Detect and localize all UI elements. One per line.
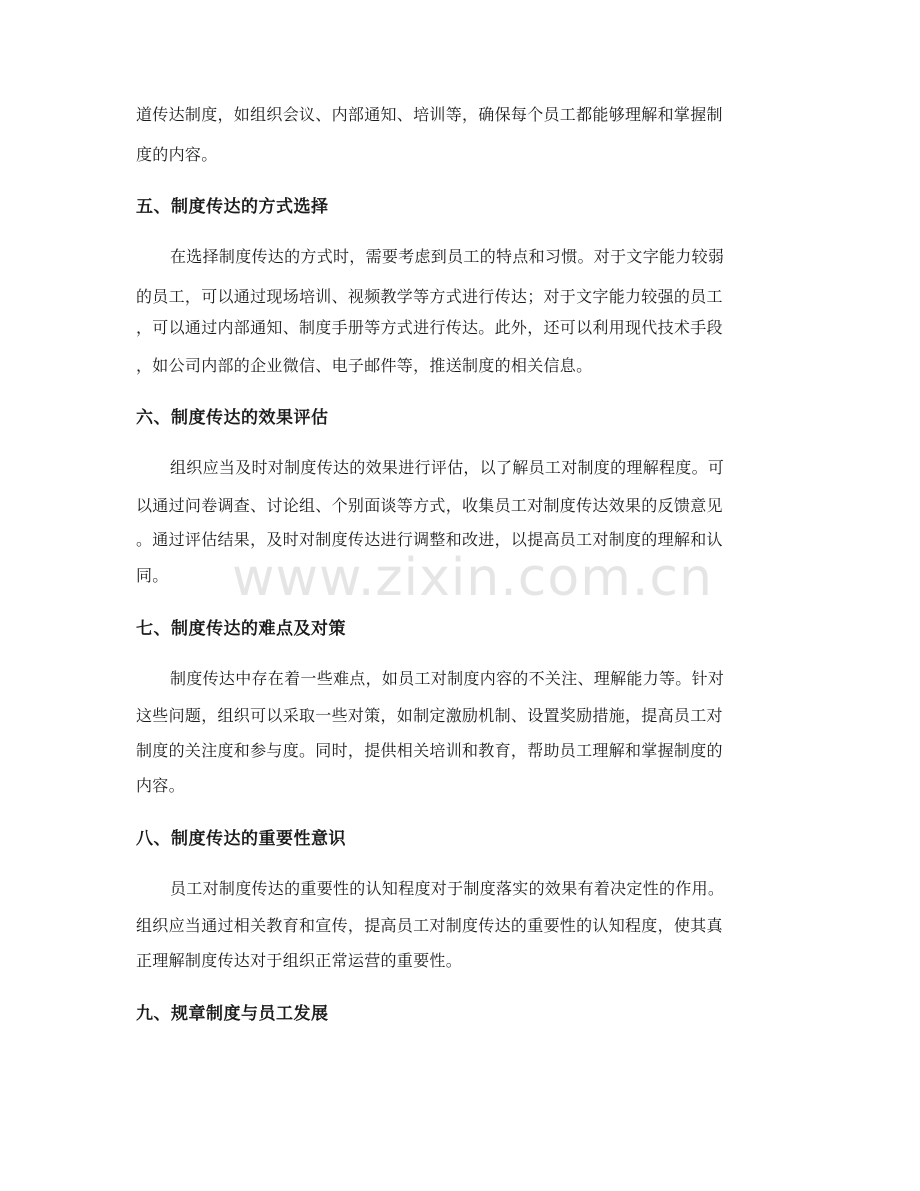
section-6-line-1: 组织应当及时对制度传达的效果进行评估，以了解员工对制度的理解程度。可 bbox=[170, 458, 725, 477]
watermark: www.zixin.com.cn bbox=[232, 548, 713, 608]
section-5-line-2: 的员工，可以通过现场培训、视频教学等方式进行传达；对于文字能力较强的员工 bbox=[136, 287, 723, 306]
section-9-heading: 九、规章制度与员工发展 bbox=[136, 1004, 329, 1024]
section-7-heading: 七、制度传达的难点及对策 bbox=[136, 619, 346, 639]
section-5-line-4: ，如公司内部的企业微信、电子邮件等，推送制度的相关信息。 bbox=[136, 356, 593, 375]
section-6-line-2: 以通过问卷调查、讨论组、个别面谈等方式，收集员工对制度传达效果的反馈意见 bbox=[136, 496, 723, 515]
section-6-heading: 六、制度传达的效果评估 bbox=[136, 408, 329, 428]
section-5-heading: 五、制度传达的方式选择 bbox=[136, 197, 329, 217]
section-7-line-4: 内容。 bbox=[136, 776, 185, 795]
section-8-heading: 八、制度传达的重要性意识 bbox=[136, 829, 346, 849]
section-7-line-3: 制度的关注度和参与度。同时，提供相关培训和教育，帮助员工理解和掌握制度的 bbox=[136, 741, 723, 760]
intro-line-2: 度的内容。 bbox=[136, 145, 218, 164]
section-5-line-3: ，可以通过内部通知、制度手册等方式进行传达。此外，还可以利用现代技术手段 bbox=[136, 318, 723, 337]
intro-line-1: 道传达制度，如组织会议、内部通知、培训等，确保每个员工都能够理解和掌握制 bbox=[136, 105, 723, 124]
section-6-line-3: 。通过评估结果，及时对制度传达进行调整和改进，以提高员工对制度的理解和认 bbox=[136, 530, 723, 549]
section-6-line-4: 同。 bbox=[136, 566, 169, 585]
section-7-line-2: 这些问题，组织可以采取一些对策，如制定激励机制、设置奖励措施，提高员工对 bbox=[136, 706, 723, 725]
section-7-line-1: 制度传达中存在着一些难点，如员工对制度内容的不关注、理解能力等。针对 bbox=[170, 669, 725, 688]
section-8-line-2: 组织应当通过相关教育和宣传，提高员工对制度传达的重要性的认知程度，使其真 bbox=[136, 916, 723, 935]
section-8-line-1: 员工对制度传达的重要性的认知程度对于制度落实的效果有着决定性的作用。 bbox=[170, 879, 725, 898]
section-8-line-3: 正理解制度传达对于组织正常运营的重要性。 bbox=[136, 951, 463, 970]
section-5-line-1: 在选择制度传达的方式时，需要考虑到员工的特点和习惯。对于文字能力较弱 bbox=[170, 247, 725, 266]
